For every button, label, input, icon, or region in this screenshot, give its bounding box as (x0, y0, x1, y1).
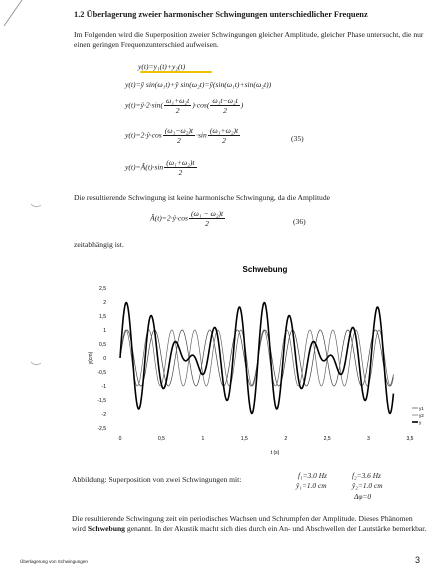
text-nonharmonic: Die resultierende Schwingung ist keine harmonische Schwingung, da die Amplitude (74, 193, 331, 202)
y-tick-label: -1,5 (97, 398, 106, 404)
intro-paragraph: Im Folgenden wird die Superposition zweier Schwingungen gleicher Amplitude, gleicher Phase untersucht, die nur einen geringen Frequenzunterschied aufweisen. (74, 30, 424, 49)
y-tick-label: 2 (103, 300, 106, 306)
x-tick-label: 2,5 (323, 436, 331, 442)
equation-amplitude-form: y(t)=Â(t)·sin $\frac{\text{(ω₁+ω₂)t}}{2}$ (125, 158, 195, 177)
x-tick-label: 3 (367, 436, 370, 442)
x-tick-label: 0 (118, 436, 122, 442)
x-tick-label: 2 (284, 436, 288, 442)
y-tick-label: 0 (103, 356, 106, 362)
param-phase: Δφ=0 (354, 492, 372, 501)
x-tick-label: 3,5 (406, 436, 414, 442)
x-axis-label: t (s) (270, 450, 280, 456)
param-f2: f₂=3.6 Hz (352, 471, 381, 480)
x-tick-label: 1 (201, 436, 205, 442)
y-tick-label: -0,5 (97, 370, 106, 376)
equation-product: y(t)=ŷ·2·sin( $\frac{\text{ω₁+ω₂t}}{2}$ )·cos( $\frac{\text{ω₁t−ω₂t}}{2}$ ) (125, 96, 244, 115)
page-fold-mark (0, 0, 30, 30)
beat-chart (78, 260, 428, 460)
y-tick-label: -2,5 (97, 426, 106, 432)
page-number: 3 (415, 555, 421, 565)
param-y1: ŷ₁=1.0 cm (296, 481, 327, 490)
x-tick-label: 1,5 (240, 436, 248, 442)
y-tick-label: -2 (101, 412, 106, 418)
highlight-marker (140, 71, 212, 73)
legend-label-y1: y1 (419, 405, 424, 411)
margin-mark (30, 202, 42, 210)
x-tick-label: 0,5 (157, 436, 165, 442)
equation-sum: y(t)=ŷ sin(ω₁t)+ŷ sin(ω₂t)=ŷ(sin(ω₁t)+sin(ω₂t)) (125, 80, 272, 89)
y-tick-label: 1 (103, 328, 106, 334)
equation-number-35: (35) (291, 134, 304, 143)
margin-mark (30, 360, 42, 368)
param-f1: f₁=3.0 Hz (298, 471, 327, 480)
y-tick-label: 0,5 (99, 342, 106, 348)
legend-label-y: y (419, 419, 422, 425)
series-line-y (120, 303, 393, 414)
y-tick-label: 2,5 (99, 286, 106, 292)
figure-caption: Abbildung: Superposition von zwei Schwingungen mit: (72, 475, 242, 484)
y-tick-label: -1 (101, 384, 106, 390)
chart-title: Schwebung (242, 265, 288, 274)
equation-36: Â(t)=2·ŷ·cos $\frac{\text{(ω₁ − ω₂)t}}{2}$ (150, 209, 224, 228)
equation-superposition: y(t)=y₁(t)+y₂(t) (138, 62, 186, 71)
y-tick-label: 1,5 (99, 314, 106, 320)
param-y2: ŷ₂=1.0 cm (352, 481, 383, 490)
equation-35: y(t)=2·ŷ·cos $\frac{\text{(ω₁−ω₂)t}}{2}$ ·sin $\frac{\text{(ω₁+ω₂)t}}{2}$ (125, 126, 239, 145)
text-time-dependent: zeitabhängig ist. (74, 240, 124, 249)
footer-title: Überlagerung von Schwingungen (20, 559, 88, 564)
legend-label-y2: y2 (419, 412, 424, 418)
term-schwebung: Schwebung (87, 524, 125, 533)
beat-chart-svg (78, 260, 428, 460)
y-axis-label: y(cm) (88, 351, 94, 365)
section-heading: 1.2 Überlagerung zweier harmonischer Schwingungen unterschiedlicher Frequenz (74, 10, 368, 19)
conclusion-paragraph: Die resultierende Schwingung zeit ein periodisches Wachsen und Schrumpfen der Amplitude. Dieses Phänomen wird Schwebung genannt. In der Akustik macht sich dies durch ein An- und Abschwellen der Lautstärke bemerkbar. (72, 514, 427, 533)
equation-number-36: (36) (293, 217, 306, 226)
